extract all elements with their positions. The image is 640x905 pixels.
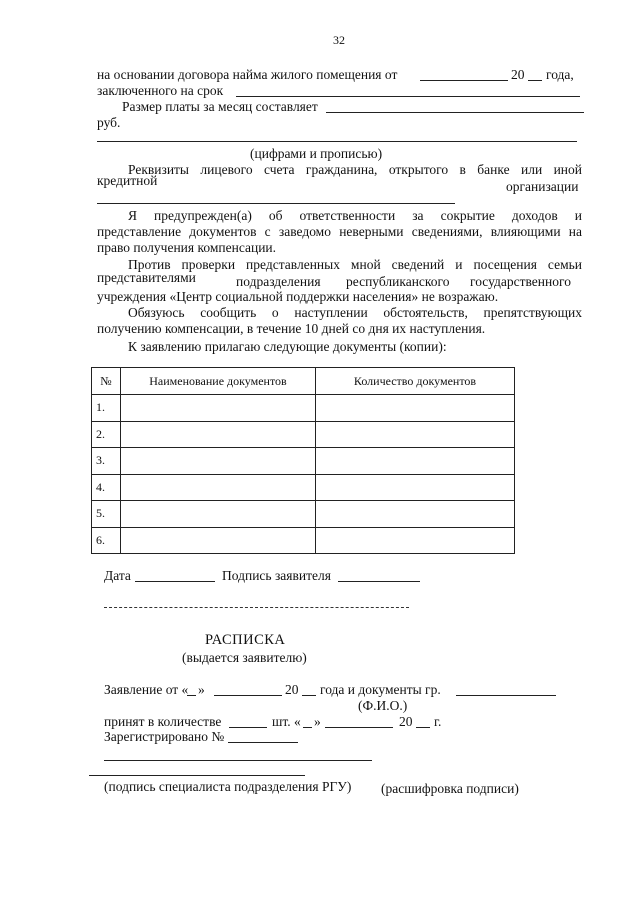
table-row (92, 527, 515, 554)
accepted-label: принят в количестве (104, 714, 222, 729)
payment-label: Размер платы за месяц составляет (122, 99, 318, 114)
check-text-2b: подразделения (236, 274, 321, 289)
date-field[interactable] (135, 581, 215, 582)
document-count-cell[interactable] (316, 501, 515, 528)
row-number: 4. (92, 474, 121, 501)
receipt-title: РАСПИСКА (205, 632, 286, 648)
document-name-cell[interactable] (121, 395, 316, 422)
quantity-field[interactable] (229, 727, 267, 728)
document-count-cell[interactable] (316, 395, 515, 422)
row-number: 3. (92, 448, 121, 475)
row-number: 6. (92, 527, 121, 554)
account-text-2a: кредитной (97, 173, 158, 188)
oblige-text-2: получению компенсации, в течение 10 дней со дня их наступления. (97, 321, 486, 336)
specialist-signature-field[interactable] (104, 760, 372, 761)
accepted-year-label: 20 (399, 714, 413, 729)
statement-from-label: Заявление от « (104, 682, 189, 697)
registered-label: Зарегистрировано № (104, 729, 225, 744)
term-label: заключенного на срок (97, 83, 224, 98)
document-count-cell[interactable] (316, 527, 515, 554)
contract-year-field[interactable] (528, 80, 542, 81)
page-number: 32 (333, 33, 345, 47)
receipt-subtitle: (выдается заявителю) (182, 650, 307, 665)
table-row (92, 448, 515, 475)
account-field[interactable] (97, 203, 455, 204)
check-text-3: учреждения «Центр социальной поддержки населения» не возражаю. (97, 289, 499, 304)
document-name-cell[interactable] (121, 501, 316, 528)
warned-text-3: право получения компенсации. (97, 240, 277, 255)
document-name-cell[interactable] (121, 474, 316, 501)
signature-label: Подпись заявителя (222, 568, 331, 583)
check-text-2c: республиканского (346, 274, 450, 289)
account-text-1: Реквизиты лицевого счета гражданина, открытого в банке или иной (128, 162, 582, 177)
attach-label: К заявлению прилагаю следующие документы (копии): (128, 339, 447, 354)
check-text-2a: представителями (97, 270, 196, 285)
payment-words-field[interactable] (97, 141, 577, 142)
row-number: 5. (92, 501, 121, 528)
document-name-cell[interactable] (121, 527, 316, 554)
warned-text-1: Я предупрежден(а) об ответственности за сокрытие доходов и (128, 208, 582, 223)
row-number: 2. (92, 421, 121, 448)
pcs-quote-close: » (314, 714, 321, 729)
row-number: 1. (92, 395, 121, 422)
statement-year-label: 20 (285, 682, 299, 697)
words-note: (цифрами и прописью) (250, 146, 383, 161)
payment-field[interactable] (326, 112, 584, 113)
accepted-year-field[interactable] (416, 727, 430, 728)
statement-year-field[interactable] (302, 695, 316, 696)
signature-field[interactable] (338, 581, 420, 582)
document-count-cell[interactable] (316, 448, 515, 475)
table-row (92, 395, 515, 422)
table-header-number: № (92, 368, 121, 395)
document-name-cell[interactable] (121, 421, 316, 448)
contract-year-suffix: года, (546, 67, 574, 82)
cut-line (104, 607, 409, 608)
contract-label: на основании договора найма жилого помещения от (97, 67, 398, 82)
specialist-note: (подпись специалиста подразделения РГУ) (104, 779, 352, 794)
statement-docs-label: года и документы гр. (320, 682, 441, 697)
statement-quote-close: » (198, 682, 205, 697)
registration-number-field[interactable] (228, 742, 298, 743)
statement-day-field[interactable] (187, 695, 196, 696)
accepted-day-field[interactable] (303, 727, 312, 728)
statement-month-field[interactable] (214, 695, 282, 696)
accepted-month-field[interactable] (325, 727, 393, 728)
citizen-name-field[interactable] (456, 695, 556, 696)
table-header-count: Количество документов (316, 368, 515, 395)
fio-note: (Ф.И.О.) (358, 698, 408, 713)
contract-date-field[interactable] (420, 80, 508, 81)
account-text-2b: организации (506, 179, 579, 194)
decode-note: (расшифровка подписи) (381, 781, 519, 796)
rub-label: руб. (97, 115, 121, 130)
check-text-1: Против проверки представленных мной сведений и посещения семьи (128, 257, 582, 272)
term-field[interactable] (236, 96, 580, 97)
table-row (92, 421, 515, 448)
check-text-2d: государственного (470, 274, 571, 289)
warned-text-2: представление документов с заведомо неверными сведениями, влияющими на (97, 224, 582, 239)
year-suffix: г. (434, 714, 442, 729)
document-count-cell[interactable] (316, 421, 515, 448)
date-label: Дата (104, 568, 131, 583)
table-header-name: Наименование документов (121, 368, 316, 395)
oblige-text-1: Обязуюсь сообщить о наступлении обстоятельств, препятствующих (128, 305, 582, 320)
pcs-label: шт. « (272, 714, 301, 729)
documents-table (91, 367, 515, 554)
document-count-cell[interactable] (316, 474, 515, 501)
contract-year-label: 20 (511, 67, 525, 82)
table-row (92, 501, 515, 528)
document-name-cell[interactable] (121, 448, 316, 475)
table-row (92, 474, 515, 501)
specialist-signature-line (89, 775, 305, 776)
